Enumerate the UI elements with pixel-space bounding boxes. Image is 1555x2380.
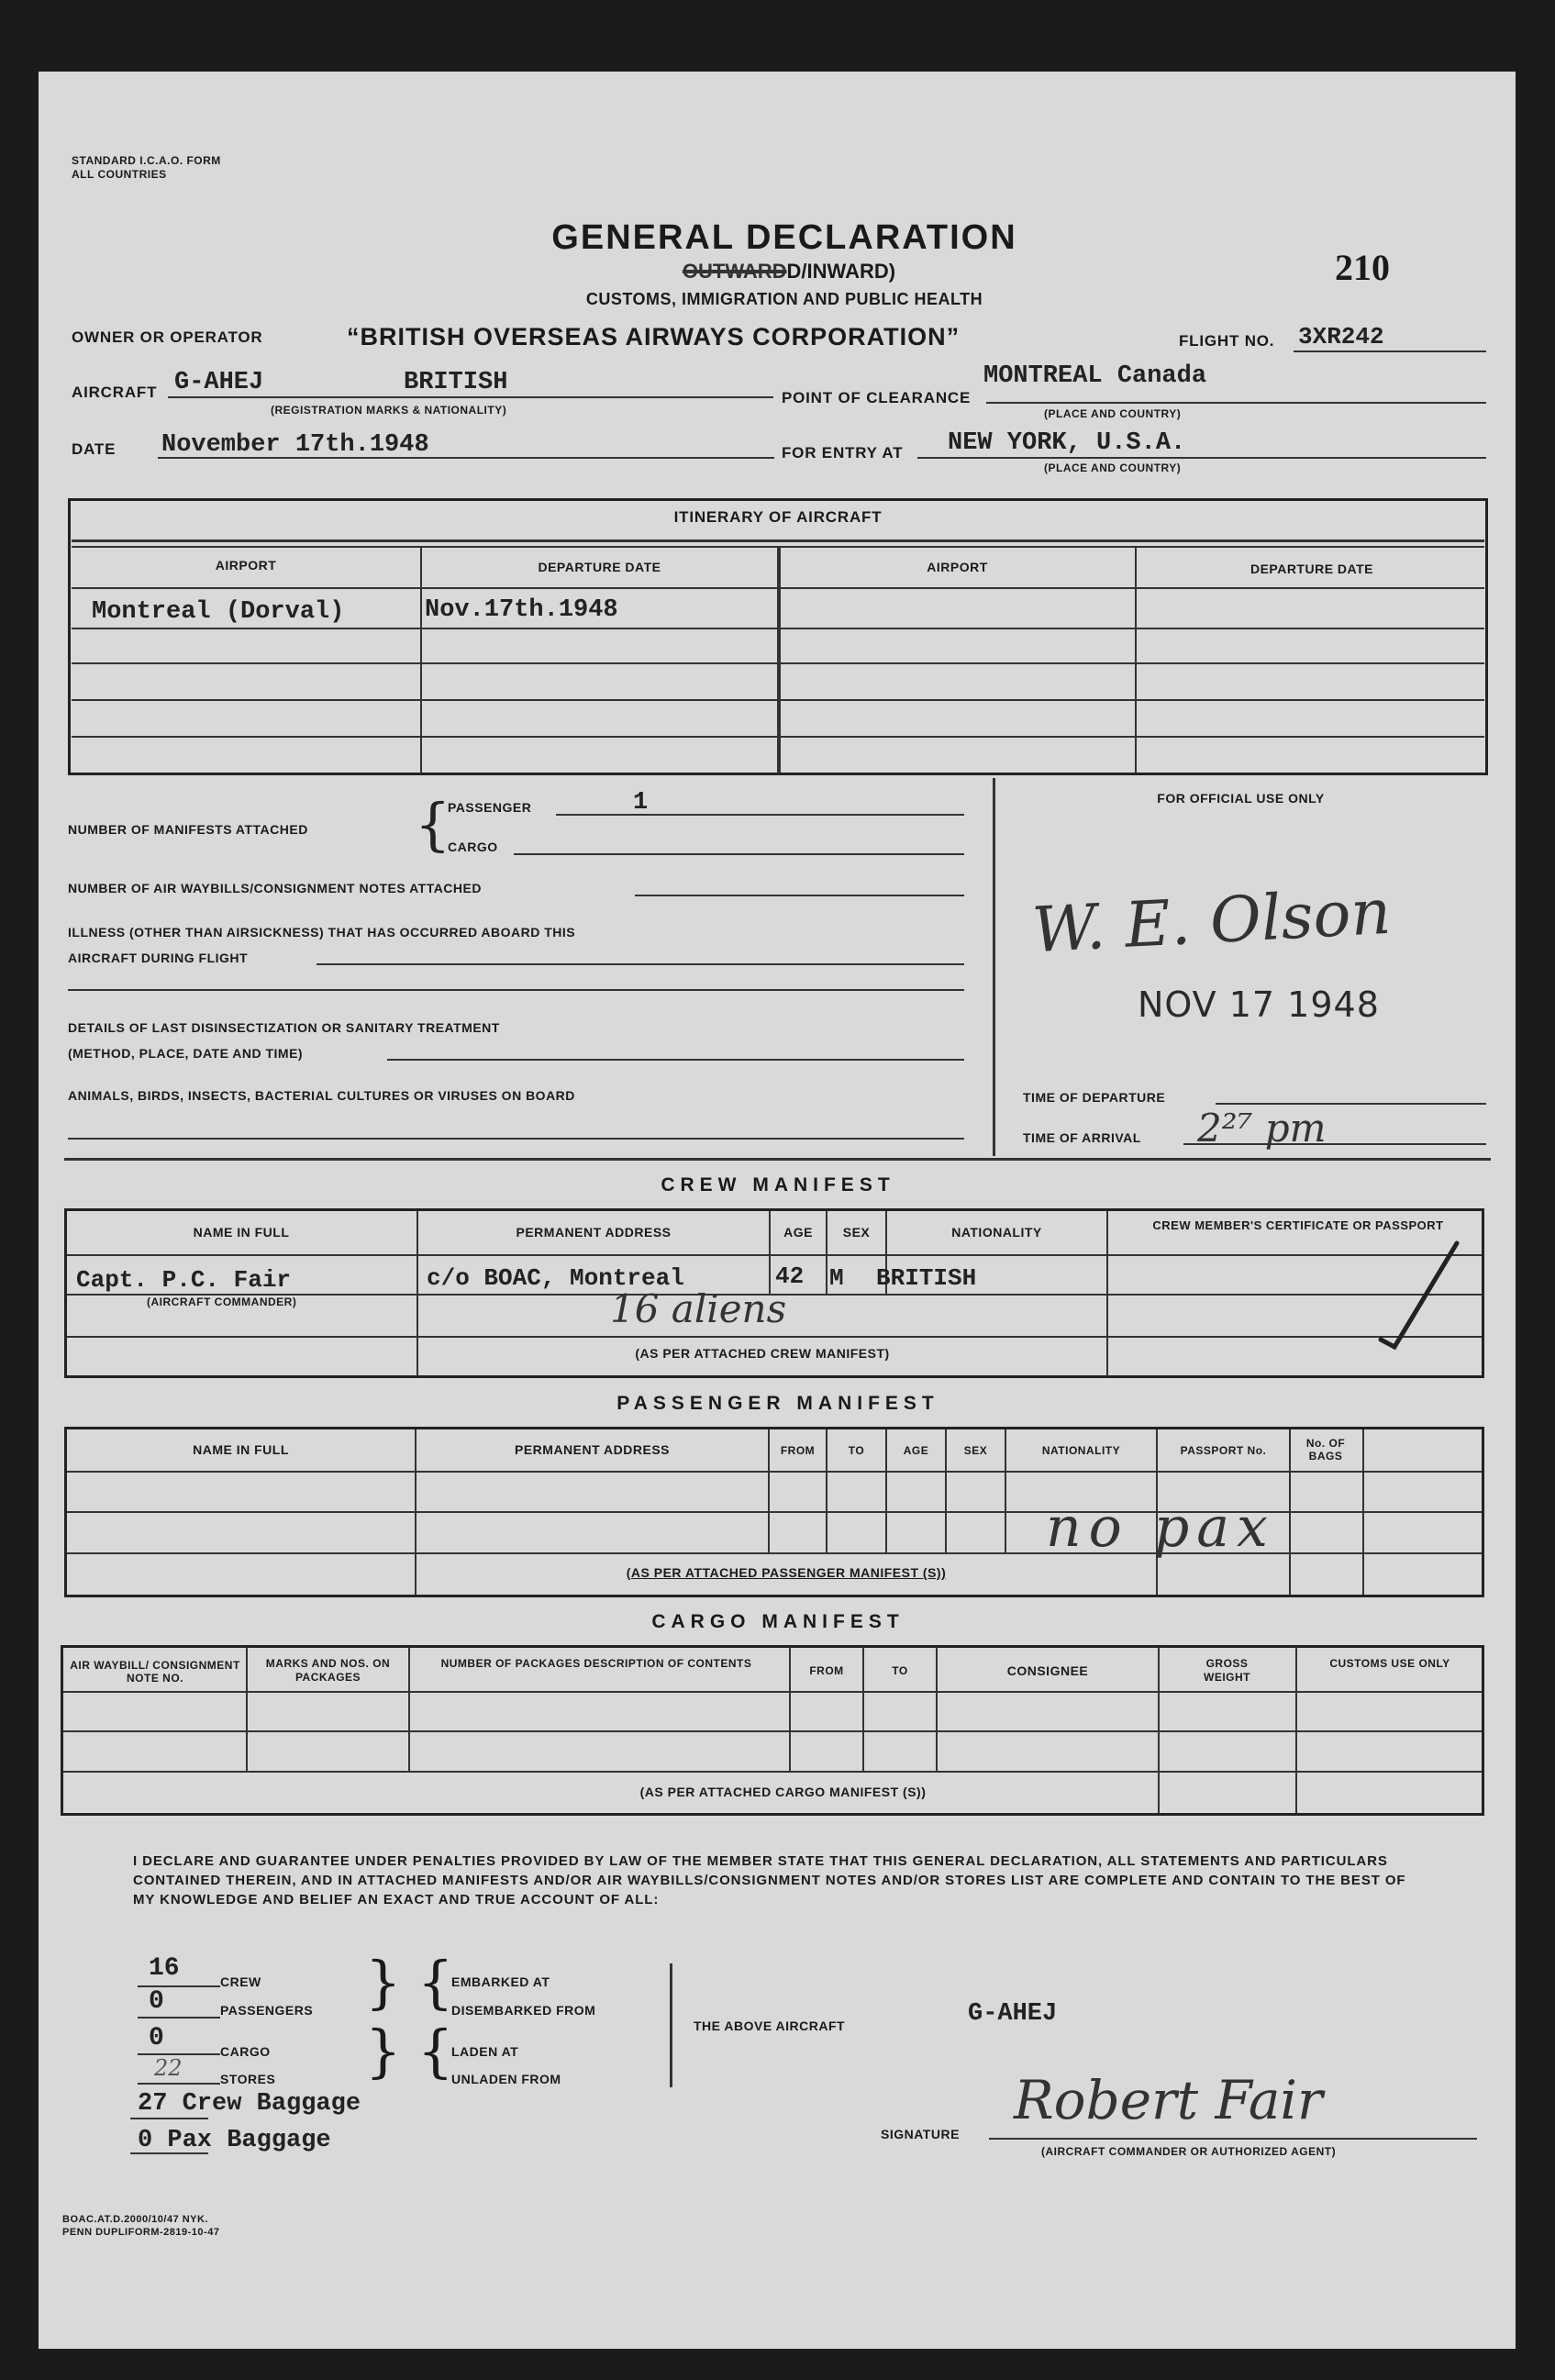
crew-header-certificate: CREW MEMBER'S CERTIFICATE OR PASSPORT bbox=[1152, 1218, 1444, 1232]
cargo-header-packages: NUMBER OF PACKAGES DESCRIPTION OF CONTENTS bbox=[440, 1657, 752, 1670]
clearance-line bbox=[986, 402, 1486, 404]
owner-value: “BRITISH OVERSEAS AIRWAYS CORPORATION” bbox=[347, 323, 961, 350]
crew-row-rule-2 bbox=[67, 1336, 1482, 1338]
decl-disembarked-label: DISEMBARKED FROM bbox=[451, 2003, 596, 2018]
cargo-col-2 bbox=[408, 1648, 410, 1771]
time-arrival-label: TIME OF ARRIVAL bbox=[1023, 1130, 1141, 1145]
crew-header-address: PERMANENT ADDRESS bbox=[516, 1225, 672, 1240]
clearance-label: POINT OF CLEARANCE bbox=[782, 389, 972, 406]
illness-label-2: AIRCRAFT DURING FLIGHT bbox=[68, 951, 249, 965]
form-footer-line-1: BOAC.AT.D.2000/10/47 NYK. bbox=[62, 2214, 209, 2225]
decl-passengers-value: 0 bbox=[149, 1987, 164, 2016]
cargo-line bbox=[514, 853, 964, 855]
crew-footer: (AS PER ATTACHED CREW MANIFEST) bbox=[635, 1346, 890, 1361]
passenger-header-from: FROM bbox=[780, 1444, 816, 1457]
crew-age: 42 bbox=[775, 1262, 805, 1290]
crew-header-name: NAME IN FULL bbox=[193, 1225, 290, 1240]
decl-bracket-line bbox=[670, 1963, 672, 2087]
waybills-label: NUMBER OF AIR WAYBILLS/CONSIGNMENT NOTES ATTACHED bbox=[68, 881, 482, 895]
date-label: DATE bbox=[72, 440, 117, 458]
time-departure-label: TIME OF DEPARTURE bbox=[1023, 1090, 1166, 1105]
itinerary-col-3 bbox=[1135, 546, 1137, 773]
checkmark-icon bbox=[1376, 1239, 1463, 1353]
cargo-header-consignee: CONSIGNEE bbox=[1006, 1663, 1089, 1678]
crew-header-sex: SEX bbox=[842, 1225, 871, 1240]
aircraft-sub: (REGISTRATION MARKS & NATIONALITY) bbox=[271, 404, 507, 417]
cargo-row-rule-1 bbox=[63, 1730, 1482, 1732]
crew-header-nationality: NATIONALITY bbox=[951, 1225, 1042, 1240]
crew-sex: M bbox=[829, 1264, 844, 1292]
entry-label: FOR ENTRY AT bbox=[782, 444, 904, 462]
cargo-header-waybill: AIR WAYBILL/ CONSIGNMENT NOTE NO. bbox=[70, 1659, 240, 1685]
crew-title: CREW MANIFEST bbox=[661, 1174, 895, 1196]
flight-label: FLIGHT NO. bbox=[1179, 332, 1275, 350]
page-number: 210 bbox=[1335, 247, 1390, 288]
passenger-line bbox=[556, 814, 964, 816]
illness-label-1: ILLNESS (OTHER THAN AIRSICKNESS) THAT HAS OCCURRED ABOARD THIS bbox=[68, 925, 576, 940]
passenger-header-name: NAME IN FULL bbox=[193, 1442, 289, 1457]
itinerary-row-line-3 bbox=[72, 662, 1484, 664]
passenger-header-address: PERMANENT ADDRESS bbox=[515, 1442, 670, 1457]
decl-above-aircraft: THE ABOVE AIRCRAFT bbox=[694, 2019, 846, 2033]
cargo-title: CARGO MANIFEST bbox=[651, 1611, 905, 1632]
crew-address: c/o BOAC, Montreal bbox=[427, 1264, 684, 1292]
form-countries: ALL COUNTRIES bbox=[72, 168, 167, 181]
time-arrival-value: 2²⁷ pm bbox=[1197, 1106, 1327, 1151]
aircraft-label: AIRCRAFT bbox=[72, 384, 158, 401]
itinerary-header-departure-1: DEPARTURE DATE bbox=[538, 560, 661, 574]
passenger-header-nationality: NATIONALITY bbox=[1041, 1444, 1121, 1457]
crew-nationality: BRITISH bbox=[876, 1264, 977, 1292]
decl-pax-baggage-line bbox=[130, 2152, 208, 2154]
subtitle: CUSTOMS, IMMIGRATION AND PUBLIC HEALTH bbox=[585, 290, 983, 308]
decl-embarked-label: EMBARKED AT bbox=[451, 1974, 550, 1989]
flight-value: 3XR242 bbox=[1298, 323, 1384, 350]
direction: D/INWARD) bbox=[786, 260, 896, 283]
crew-col-5 bbox=[1106, 1211, 1108, 1376]
cargo-header-rule bbox=[63, 1691, 1482, 1693]
passenger-title: PASSENGER MANIFEST bbox=[616, 1393, 939, 1414]
itinerary-row-line-1 bbox=[72, 587, 1484, 589]
open-brace-icon: { bbox=[417, 1949, 454, 2016]
aircraft-line bbox=[168, 396, 773, 398]
signature-value: Robert Fair bbox=[1014, 2069, 1323, 2131]
itinerary-col-2 bbox=[777, 546, 781, 773]
passenger-col-9 bbox=[1362, 1429, 1364, 1595]
open-brace-icon-2: { bbox=[417, 2018, 454, 2085]
close-brace-icon: } bbox=[365, 1949, 402, 2016]
itinerary-rule bbox=[72, 539, 1484, 542]
declaration-text: I DECLARE AND GUARANTEE UNDER PENALTIES PROVIDED BY LAW OF THE MEMBER STATE THAT THIS GENERAL DECLARATION, ALL STATEMENTS AND PARTICULARS CONTAINED THEREIN, AND IN ATTACHED MANIFESTS AND/OR AIR WAYBILLS/CONSIGNMENT NOTES AND/OR STORES LIST ARE COMPLETE AND CONTAIN TO THE BEST OF MY KNOWLEDGE AND BELIEF AN EXACT AND TRUE ACCOUNT OF ALL: bbox=[133, 1853, 1406, 1907]
itinerary-departure-1: Nov.17th.1948 bbox=[425, 596, 618, 624]
passenger-header-passport: PASSPORT No. bbox=[1180, 1444, 1267, 1457]
crew-header-rule bbox=[67, 1254, 1482, 1256]
direction-struck: OUTWARD bbox=[682, 260, 787, 283]
cargo-row-rule-2 bbox=[63, 1771, 1482, 1773]
cargo-header-to: TO bbox=[892, 1664, 908, 1677]
itinerary-header-airport-1: AIRPORT bbox=[215, 558, 277, 573]
decl-stores-line bbox=[138, 2083, 220, 2085]
waybills-line bbox=[635, 895, 964, 896]
signature-sub: (AIRCRAFT COMMANDER OR AUTHORIZED AGENT) bbox=[1041, 2145, 1337, 2158]
form-footer bbox=[62, 2213, 219, 2239]
decl-passengers-line bbox=[138, 2017, 220, 2019]
time-departure-line bbox=[1216, 1103, 1486, 1105]
official-date-stamp: NOV 17 1948 bbox=[1138, 984, 1380, 1025]
official-title: FOR OFFICIAL USE ONLY bbox=[1157, 791, 1325, 806]
illness-line-1 bbox=[317, 963, 964, 965]
itinerary-header-airport-2: AIRPORT bbox=[927, 560, 988, 574]
crew-name-sub: (AIRCRAFT COMMANDER) bbox=[147, 1296, 297, 1308]
passenger-manifest-value: 1 bbox=[633, 789, 649, 817]
time-arrival-line bbox=[1183, 1143, 1486, 1145]
form-footer-line-2: PENN DUPLIFORM-2819-10-47 bbox=[62, 2227, 220, 2238]
cargo-col-7 bbox=[1295, 1648, 1297, 1813]
cargo-header-customs: CUSTOMS USE ONLY bbox=[1329, 1657, 1450, 1670]
cargo-manifest-label: CARGO bbox=[448, 840, 498, 854]
disinsect-line bbox=[387, 1059, 964, 1061]
decl-cargo-value: 0 bbox=[149, 2024, 164, 2052]
passenger-manifest-label: PASSENGER bbox=[448, 800, 532, 815]
decl-crew-baggage-line bbox=[130, 2118, 208, 2119]
passenger-header-rule bbox=[67, 1471, 1482, 1473]
crew-col-2 bbox=[769, 1211, 771, 1294]
decl-crew-label: CREW bbox=[220, 1974, 261, 1989]
disinsect-label-2: (METHOD, PLACE, DATE AND TIME) bbox=[68, 1046, 304, 1061]
flight-line bbox=[1294, 350, 1486, 352]
aircraft-nationality: BRITISH bbox=[404, 369, 508, 396]
entry-value: NEW YORK, U.S.A. bbox=[948, 429, 1186, 457]
cargo-header-from: FROM bbox=[809, 1664, 844, 1677]
passenger-handwritten-note: no pax bbox=[1046, 1496, 1275, 1560]
animals-line bbox=[68, 1138, 964, 1140]
cargo-header-marks: MARKS AND NOS. ON PACKAGES bbox=[265, 1657, 391, 1684]
decl-crew-baggage: 27 Crew Baggage bbox=[138, 2090, 361, 2118]
clearance-sub: (PLACE AND COUNTRY) bbox=[1044, 407, 1182, 420]
itinerary-row-line-2 bbox=[72, 628, 1484, 629]
passenger-header-sex: SEX bbox=[963, 1444, 988, 1457]
form-standard-note bbox=[72, 154, 221, 182]
entry-sub: (PLACE AND COUNTRY) bbox=[1044, 462, 1182, 474]
illness-line-2 bbox=[68, 989, 964, 991]
official-signature: W. E. Olson bbox=[1030, 875, 1394, 968]
date-line bbox=[158, 457, 774, 459]
num-manifests-label: NUMBER OF MANIFESTS ATTACHED bbox=[68, 822, 308, 837]
passenger-col-8 bbox=[1289, 1429, 1291, 1595]
date-value: November 17th.1948 bbox=[161, 431, 429, 459]
decl-stores-value: 22 bbox=[154, 2055, 183, 2081]
passenger-header-bags: No. OF BAGS bbox=[1305, 1437, 1346, 1462]
passenger-footer: (AS PER ATTACHED PASSENGER MANIFEST (S)) bbox=[626, 1565, 947, 1580]
decl-aircraft-value: G-AHEJ bbox=[968, 2000, 1058, 2028]
cargo-footer: (AS PER ATTACHED CARGO MANIFEST (S)) bbox=[639, 1785, 927, 1799]
crew-aliens-note: 16 aliens bbox=[610, 1286, 787, 1331]
decl-cargo-label: CARGO bbox=[220, 2044, 271, 2059]
passenger-header-to: TO bbox=[848, 1444, 865, 1457]
page-title: GENERAL DECLARATION bbox=[551, 218, 1017, 257]
section-rule bbox=[64, 1158, 1491, 1161]
direction-line bbox=[514, 260, 1064, 284]
crew-col-3 bbox=[826, 1211, 827, 1294]
form-standard: STANDARD I.C.A.O. FORM bbox=[72, 154, 221, 167]
entry-line bbox=[917, 457, 1486, 459]
itinerary-airport-1: Montreal (Dorval) bbox=[92, 598, 345, 626]
itinerary-col-1 bbox=[420, 546, 422, 773]
crew-header-age: AGE bbox=[783, 1225, 813, 1240]
decl-unladen-label: UNLADEN FROM bbox=[451, 2072, 561, 2086]
clearance-value: MONTREAL Canada bbox=[983, 362, 1207, 390]
itinerary-row-line-5 bbox=[72, 736, 1484, 738]
official-divider bbox=[993, 778, 995, 1156]
itinerary-header-departure-2: DEPARTURE DATE bbox=[1250, 562, 1374, 576]
signature-label: SIGNATURE bbox=[881, 2127, 960, 2141]
itinerary-row-line-4 bbox=[72, 699, 1484, 701]
aircraft-reg: G-AHEJ bbox=[174, 369, 264, 396]
decl-pax-baggage: 0 Pax Baggage bbox=[138, 2127, 331, 2154]
animals-label: ANIMALS, BIRDS, INSECTS, BACTERIAL CULTURES OR VIRUSES ON BOARD bbox=[68, 1088, 575, 1103]
decl-laden-label: LADEN AT bbox=[451, 2044, 519, 2059]
cargo-header-weight: GROSS WEIGHT bbox=[1204, 1657, 1250, 1684]
crew-name: Capt. P.C. Fair bbox=[76, 1266, 292, 1294]
decl-crew-value: 16 bbox=[149, 1954, 180, 1983]
decl-stores-label: STORES bbox=[220, 2072, 276, 2086]
itinerary-title: ITINERARY OF AIRCRAFT bbox=[673, 508, 883, 526]
brace-icon: { bbox=[415, 791, 451, 858]
decl-passengers-label: PASSENGERS bbox=[220, 2003, 314, 2018]
passenger-header-age: AGE bbox=[903, 1444, 929, 1457]
disinsect-label-1: DETAILS OF LAST DISINSECTIZATION OR SANITARY TREATMENT bbox=[68, 1020, 500, 1035]
close-brace-icon-2: } bbox=[365, 2018, 402, 2085]
signature-line bbox=[989, 2138, 1477, 2140]
cargo-col-6 bbox=[1158, 1648, 1160, 1813]
owner-label: OWNER OR OPERATOR bbox=[72, 328, 263, 346]
